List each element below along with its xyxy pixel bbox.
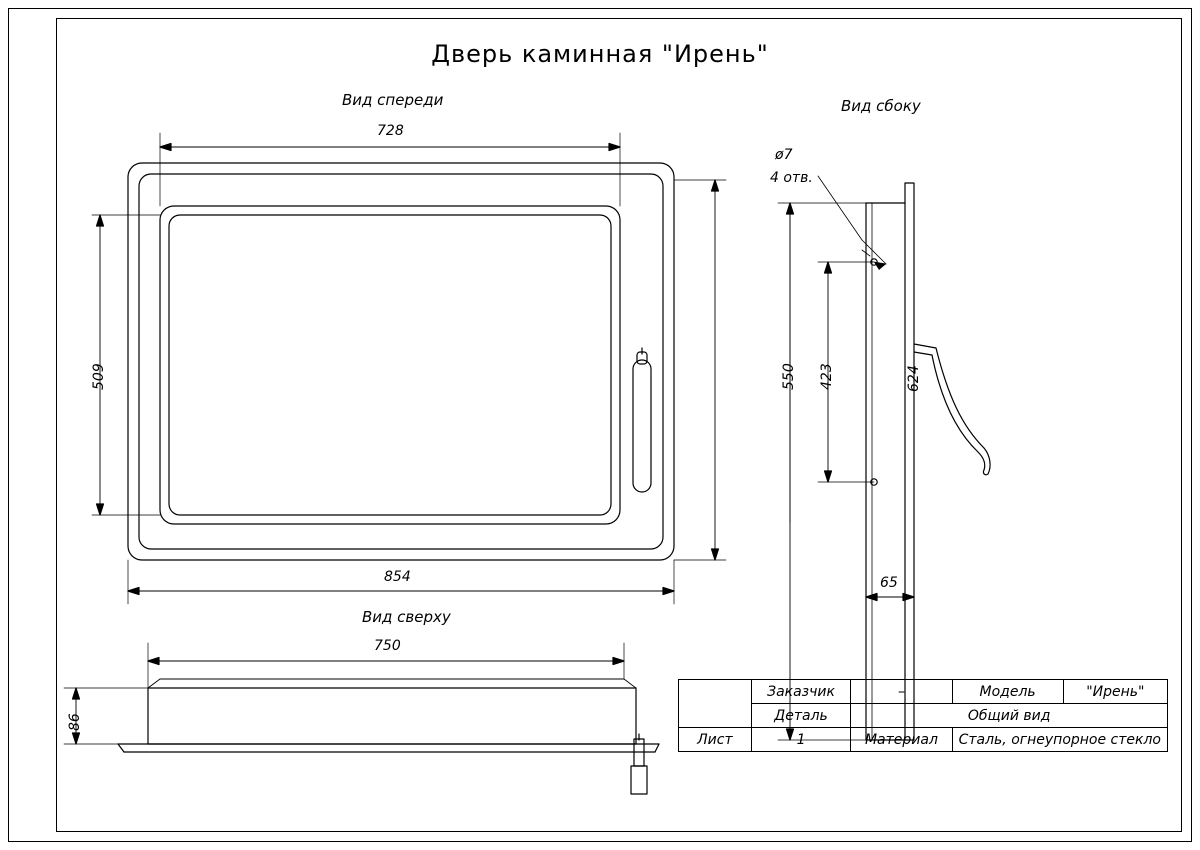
title-block-sheet-label: Лист: [679, 728, 752, 752]
title-block-value-part: Общий вид: [851, 704, 1168, 728]
dim-side-depth: 65: [880, 575, 898, 591]
title-block-key-customer: Заказчик: [751, 680, 851, 704]
title-block-value-model: "Ирень": [1063, 680, 1167, 704]
dim-hole-diameter: ø7: [775, 147, 793, 163]
dim-front-outer-height: 624: [906, 365, 922, 392]
title-block-key-material: Материал: [851, 728, 952, 752]
title-block-blank-cell: [679, 680, 752, 728]
dim-front-outer-width: 854: [384, 569, 411, 585]
view-label-front: Вид спереди: [342, 91, 444, 109]
table-row: [679, 728, 1168, 752]
page-title: Дверь каминная "Ирень": [431, 40, 769, 68]
dim-side-hole-span: 423: [819, 363, 835, 390]
dim-top-depth: 86: [67, 713, 83, 731]
title-block-sheet-number: 1: [751, 728, 851, 752]
view-label-top: Вид сверху: [362, 608, 451, 626]
table-row: [679, 680, 1168, 704]
title-block-key-part: Деталь: [751, 704, 851, 728]
title-block-value-customer: –: [851, 680, 952, 704]
title-block-key-model: Модель: [952, 680, 1063, 704]
title-block-value-material: Сталь, огнеупорное стекло: [952, 728, 1167, 752]
title-block: [678, 679, 1168, 752]
dim-side-total-height: 550: [781, 363, 797, 390]
dim-hole-count: 4 отв.: [770, 170, 813, 186]
table-row: [679, 704, 1168, 728]
view-label-side: Вид сбоку: [841, 97, 921, 115]
dim-front-inner-width: 728: [377, 123, 404, 139]
dim-top-width: 750: [374, 638, 401, 654]
dim-front-glass-height: 509: [91, 363, 107, 390]
